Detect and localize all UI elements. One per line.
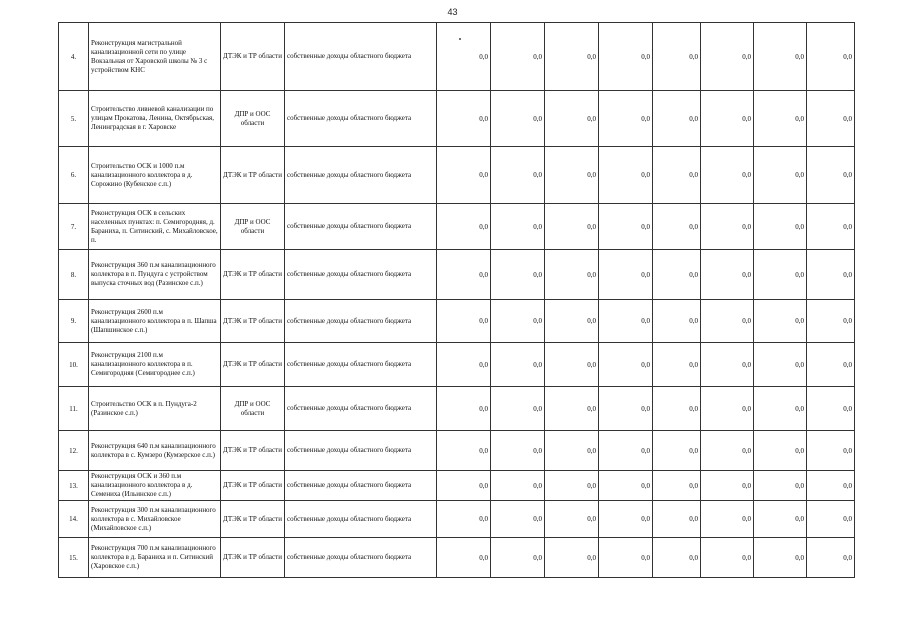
table-body	[59, 23, 855, 578]
responsible-body: ДТЭК и ТР области	[221, 538, 285, 578]
amount-cell: 0,0	[807, 250, 855, 300]
amount-cell: 0,0	[807, 501, 855, 538]
project-name: Реконструкция магистральной канализационной сети по улице Вокзальная от Харовской школы № 3 с устройством КНС	[89, 23, 221, 91]
amount-cell: 0,0	[599, 23, 653, 91]
amount-cell: 0,0	[754, 387, 807, 431]
funding-source: собственные доходы областного бюджета	[285, 147, 437, 204]
amount-cell: 0,0	[545, 501, 599, 538]
amount-cell: 0,0	[701, 431, 754, 471]
row-number: 6.	[59, 147, 89, 204]
amount-cell: 0,0	[653, 204, 701, 250]
row-number: 10.	[59, 343, 89, 387]
amount-cell: 0,0	[491, 343, 545, 387]
funding-source: собственные доходы областного бюджета	[285, 538, 437, 578]
table-row	[59, 204, 855, 250]
amount-cell: 0,0	[599, 250, 653, 300]
amount-cell: 0,0	[807, 23, 855, 91]
amount-cell: 0,0	[754, 431, 807, 471]
row-number: 8.	[59, 250, 89, 300]
amount-cell: 0,0	[807, 300, 855, 343]
amount-cell: 0,0	[754, 91, 807, 147]
row-number: 9.	[59, 300, 89, 343]
amount-cell: 0,0	[701, 471, 754, 501]
amount-cell: 0,0	[807, 147, 855, 204]
amount-cell: 0,0	[491, 250, 545, 300]
amount-cell: 0,0	[701, 250, 754, 300]
funding-source: собственные доходы областного бюджета	[285, 431, 437, 471]
amount-cell: 0,0	[701, 23, 754, 91]
budget-table	[58, 22, 855, 578]
amount-cell: 0,0	[545, 204, 599, 250]
amount-cell: 0,0	[653, 23, 701, 91]
row-number: 13.	[59, 471, 89, 501]
amount-cell: 0,0	[437, 147, 491, 204]
amount-cell: 0,0	[599, 538, 653, 578]
amount-cell: 0,0	[599, 343, 653, 387]
amount-cell: 0,0	[545, 343, 599, 387]
funding-source: собственные доходы областного бюджета	[285, 204, 437, 250]
amount-cell: 0,0	[437, 538, 491, 578]
funding-source: собственные доходы областного бюджета	[285, 300, 437, 343]
row-number: 14.	[59, 501, 89, 538]
amount-cell: 0,0	[599, 147, 653, 204]
project-name: Строительство ОСК в п. Пундуга-2 (Разинское с.п.)	[89, 387, 221, 431]
table-row	[59, 471, 855, 501]
amount-cell: 0,0	[653, 387, 701, 431]
responsible-body: ДТЭК и ТР области	[221, 471, 285, 501]
project-name: Строительство ОСК и 1000 п.м канализационного коллектора в д. Сорожино (Кубенское с.п.)	[89, 147, 221, 204]
amount-cell: 0,0	[437, 471, 491, 501]
project-name: Реконструкция 300 п.м канализационного коллектора в с. Михайловское (Михайловское с.п.)	[89, 501, 221, 538]
amount-cell: 0,0	[754, 250, 807, 300]
amount-cell: 0,0	[807, 91, 855, 147]
amount-cell: 0,0	[437, 204, 491, 250]
amount-cell: 0,0	[491, 538, 545, 578]
amount-cell: 0,0	[807, 343, 855, 387]
amount-cell: 0,0	[491, 387, 545, 431]
amount-cell: 0,0	[754, 501, 807, 538]
amount-cell: 0,0	[754, 471, 807, 501]
amount-cell: 0,0	[653, 471, 701, 501]
row-number: 5.	[59, 91, 89, 147]
funding-source: собственные доходы областного бюджета	[285, 471, 437, 501]
amount-cell: 0,0	[491, 501, 545, 538]
amount-cell: 0,0	[701, 343, 754, 387]
amount-cell: 0,0	[701, 501, 754, 538]
amount-cell: 0,0	[653, 250, 701, 300]
amount-cell: 0,0	[545, 91, 599, 147]
funding-source: собственные доходы областного бюджета	[285, 91, 437, 147]
responsible-body: ДТЭК и ТР области	[221, 300, 285, 343]
amount-cell: 0,0	[491, 204, 545, 250]
project-name: Реконструкция 2100 п.м канализационного коллектора в п. Семигородняя (Семигороднее с.п.)	[89, 343, 221, 387]
amount-cell: 0,0	[599, 300, 653, 343]
row-number: 15.	[59, 538, 89, 578]
amount-cell: 0,0	[545, 538, 599, 578]
amount-cell: 0,0	[545, 431, 599, 471]
amount-cell: 0,0	[754, 538, 807, 578]
table-row	[59, 250, 855, 300]
amount-cell: 0,0	[701, 147, 754, 204]
table-row	[59, 147, 855, 204]
funding-source: собственные доходы областного бюджета	[285, 343, 437, 387]
amount-cell: 0,0	[437, 387, 491, 431]
amount-cell: 0,0	[807, 471, 855, 501]
table-row	[59, 91, 855, 147]
amount-cell: 0,0	[807, 431, 855, 471]
project-name: Реконструкция ОСК и 360 п.м канализационного коллектора в д. Семениха (Ильинское с.п.)	[89, 471, 221, 501]
amount-cell: 0,0	[491, 471, 545, 501]
amount-cell: 0,0	[491, 147, 545, 204]
amount-cell: 0,0	[545, 250, 599, 300]
amount-cell: 0,0	[653, 501, 701, 538]
amount-cell: 0,0	[701, 91, 754, 147]
responsible-body: ДПР и ООС области	[221, 91, 285, 147]
amount-cell: 0,0	[653, 538, 701, 578]
project-name: Строительство ливневой канализации по улицам Прокатова, Ленина, Октябрьская, Ленинградская в г. Харовске	[89, 91, 221, 147]
responsible-body: ДТЭК и ТР области	[221, 343, 285, 387]
table-row	[59, 23, 855, 91]
amount-cell: 0,0	[599, 431, 653, 471]
amount-cell: 0,0	[437, 23, 491, 91]
amount-cell: 0,0	[807, 387, 855, 431]
amount-cell: 0,0	[545, 300, 599, 343]
funding-source: собственные доходы областного бюджета	[285, 250, 437, 300]
amount-cell: 0,0	[754, 204, 807, 250]
amount-cell: 0,0	[491, 91, 545, 147]
amount-cell: 0,0	[653, 300, 701, 343]
amount-cell: 0,0	[437, 91, 491, 147]
table-row	[59, 538, 855, 578]
amount-cell: 0,0	[437, 343, 491, 387]
row-number: 4.	[59, 23, 89, 91]
amount-cell: 0,0	[545, 471, 599, 501]
row-number: 7.	[59, 204, 89, 250]
amount-cell: 0,0	[437, 300, 491, 343]
amount-cell: 0,0	[437, 431, 491, 471]
row-number: 11.	[59, 387, 89, 431]
amount-cell: 0,0	[491, 431, 545, 471]
responsible-body: ДТЭК и ТР области	[221, 23, 285, 91]
amount-cell: 0,0	[437, 501, 491, 538]
table-row	[59, 501, 855, 538]
project-name: Реконструкция 2600 п.м канализационного коллектора в п. Шапша (Шапшинское с.п.)	[89, 300, 221, 343]
amount-cell: 0,0	[599, 471, 653, 501]
amount-cell: 0,0	[437, 250, 491, 300]
amount-cell: 0,0	[701, 204, 754, 250]
amount-cell: 0,0	[653, 147, 701, 204]
amount-cell: 0,0	[807, 204, 855, 250]
amount-cell: 0,0	[599, 501, 653, 538]
table-row	[59, 343, 855, 387]
amount-cell: 0,0	[653, 431, 701, 471]
amount-cell: 0,0	[754, 147, 807, 204]
amount-cell: 0,0	[653, 91, 701, 147]
row-number: 12.	[59, 431, 89, 471]
amount-cell: 0,0	[807, 538, 855, 578]
amount-cell: 0,0	[599, 387, 653, 431]
amount-cell: 0,0	[653, 343, 701, 387]
project-name: Реконструкция 360 п.м канализационного коллектора в п. Пундуга с устройством выпуска сточных вод (Разинское с.п.)	[89, 250, 221, 300]
amount-cell: 0,0	[545, 387, 599, 431]
funding-source: собственные доходы областного бюджета	[285, 23, 437, 91]
project-name: Реконструкция 700 п.м канализационного коллектора в д. Бараниха и п. Ситинский (Харовское с.п.)	[89, 538, 221, 578]
amount-cell: 0,0	[754, 23, 807, 91]
amount-cell: 0,0	[491, 23, 545, 91]
page-number: 43	[447, 7, 458, 17]
amount-cell: 0,0	[599, 204, 653, 250]
table-row	[59, 300, 855, 343]
amount-cell: 0,0	[701, 387, 754, 431]
responsible-body: ДТЭК и ТР области	[221, 250, 285, 300]
responsible-body: ДТЭК и ТР области	[221, 501, 285, 538]
funding-source: собственные доходы областного бюджета	[285, 501, 437, 538]
table-row	[59, 431, 855, 471]
funding-source: собственные доходы областного бюджета	[285, 387, 437, 431]
responsible-body: ДТЭК и ТР области	[221, 431, 285, 471]
amount-cell: 0,0	[545, 23, 599, 91]
responsible-body: ДТЭК и ТР области	[221, 147, 285, 204]
amount-cell: 0,0	[754, 300, 807, 343]
amount-cell: 0,0	[701, 300, 754, 343]
amount-cell: 0,0	[599, 91, 653, 147]
amount-cell: 0,0	[545, 147, 599, 204]
amount-cell: 0,0	[754, 343, 807, 387]
project-name: Реконструкция ОСК в сельских населенных пунктах: п. Семигородняя, д. Бараниха, п. Ситинский, с. Михайловское, п.	[89, 204, 221, 250]
project-name: Реконструкция 640 п.м канализационного коллектора в с. Кумзеро (Кумзерское с.п.)	[89, 431, 221, 471]
amount-cell: 0,0	[491, 300, 545, 343]
responsible-body: ДПР и ООС области	[221, 204, 285, 250]
table-row	[59, 387, 855, 431]
amount-cell: 0,0	[701, 538, 754, 578]
responsible-body: ДПР и ООС области	[221, 387, 285, 431]
